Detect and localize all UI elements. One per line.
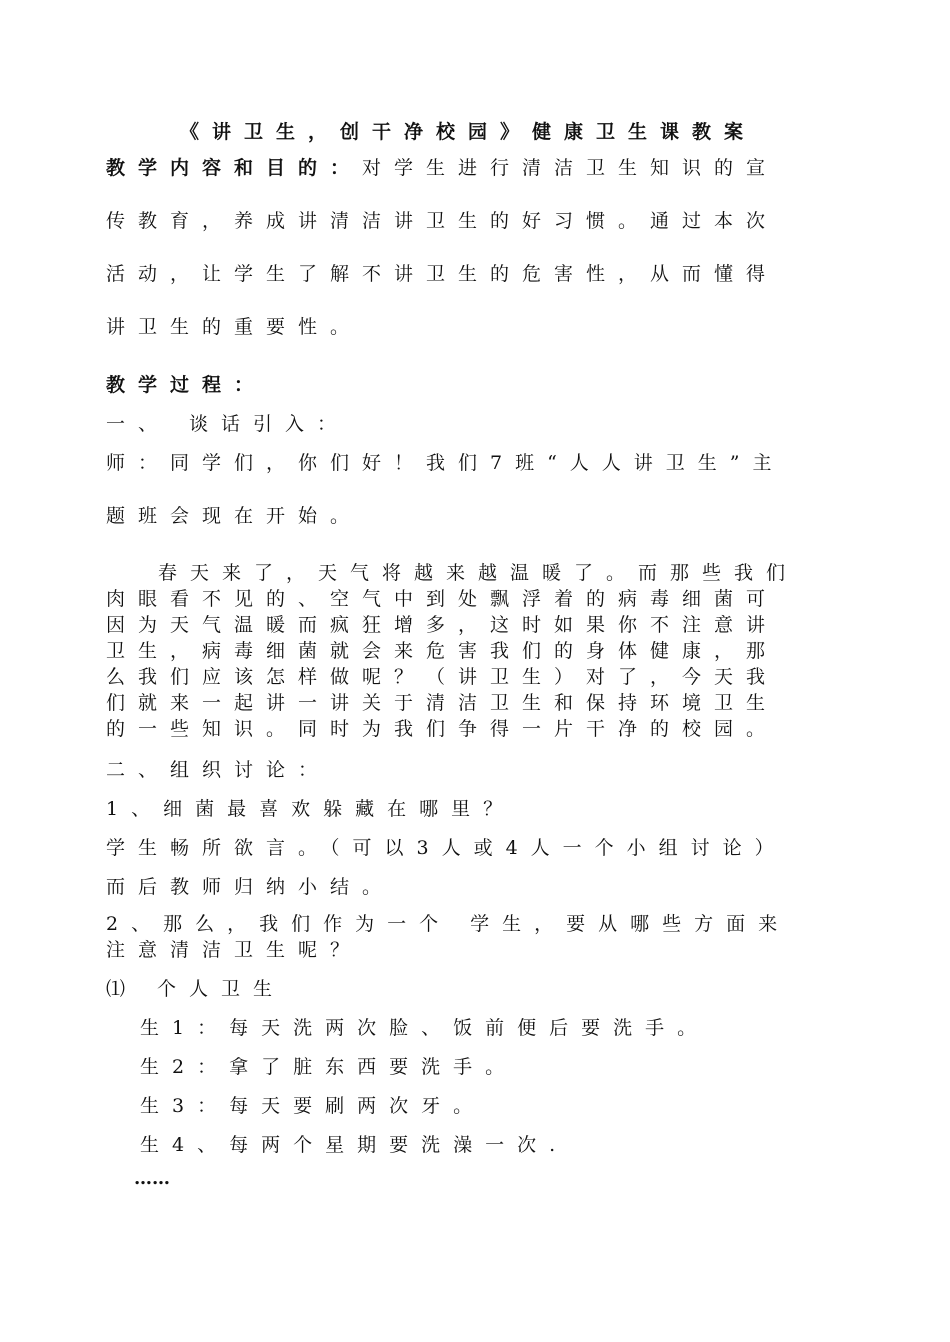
spring-line-6: 们就来一起讲一讲关于清洁卫生和保持环境卫生 bbox=[106, 692, 779, 714]
section1-heading: 一、 谈话引入： bbox=[106, 413, 350, 435]
spring-line-5: 么我们应该怎样做呢？（讲卫生）对了，今天我 bbox=[106, 666, 779, 688]
spring-line-3: 因为天气温暖而疯狂增多，这时如果你不注意讲 bbox=[106, 614, 779, 636]
purpose-line-1 bbox=[106, 155, 830, 181]
purpose-line-4: 讲卫生的重要性。 bbox=[106, 316, 363, 338]
student-answer-3: 生3：每天要刷两次牙。 bbox=[140, 1095, 486, 1117]
spring-line-2: 肉眼看不见的、空气中到处飘浮着的病毒细菌可 bbox=[106, 588, 779, 610]
purpose-text-1: 对学生进行清洁卫生知识的宣 bbox=[362, 157, 779, 179]
question-2-line-1: 2、那么，我们作为一个 学生，要从哪些方面来 bbox=[106, 913, 791, 935]
student-answer-1: 生1：每天洗两次脸、饭前便后要洗手。 bbox=[140, 1017, 710, 1039]
spring-line-4: 卫生，病毒细菌就会来危害我们的身体健康，那 bbox=[106, 640, 779, 662]
question-2-line-2: 注意清洁卫生呢？ bbox=[106, 939, 363, 961]
section1-line-2: 题班会现在开始。 bbox=[106, 505, 363, 527]
subheading-personal-hygiene: ⑴ 个人卫生 bbox=[106, 978, 286, 1000]
process-label: 教学过程： bbox=[106, 374, 267, 396]
spring-line-1: 春天来了，天气将越来越温暖了。而那些我们 bbox=[158, 562, 799, 584]
purpose-label: 教学内容和目的： bbox=[106, 157, 363, 179]
question-1-activity: 学生畅所欲言。（可以3人或4人一个小组讨论） bbox=[106, 837, 787, 859]
section1-line-1: 师：同学们，你们好！我们7班“人人讲卫生”主 bbox=[106, 452, 785, 474]
student-answer-4: 生4、每两个星期要洗澡一次. bbox=[140, 1134, 569, 1156]
question-1-summary: 而后教师归纳小结。 bbox=[106, 876, 395, 898]
question-1: 1、细菌最喜欢躲藏在哪里？ bbox=[106, 798, 516, 820]
purpose-line-3: 活动，让学生了解不讲卫生的危害性，从而懂得 bbox=[106, 263, 779, 285]
student-answer-2: 生2：拿了脏东西要洗手。 bbox=[140, 1056, 518, 1078]
spring-line-7: 的一些知识。同时为我们争得一片干净的校园。 bbox=[106, 718, 779, 740]
section2-heading: 二、组织讨论： bbox=[106, 759, 331, 781]
purpose-line-2: 传教育，养成讲清洁讲卫生的好习惯。通过本次 bbox=[106, 210, 779, 232]
document-title: 《讲卫生，创干净校园》健康卫生课教案 bbox=[179, 121, 756, 143]
ellipsis: …… bbox=[134, 1168, 170, 1189]
